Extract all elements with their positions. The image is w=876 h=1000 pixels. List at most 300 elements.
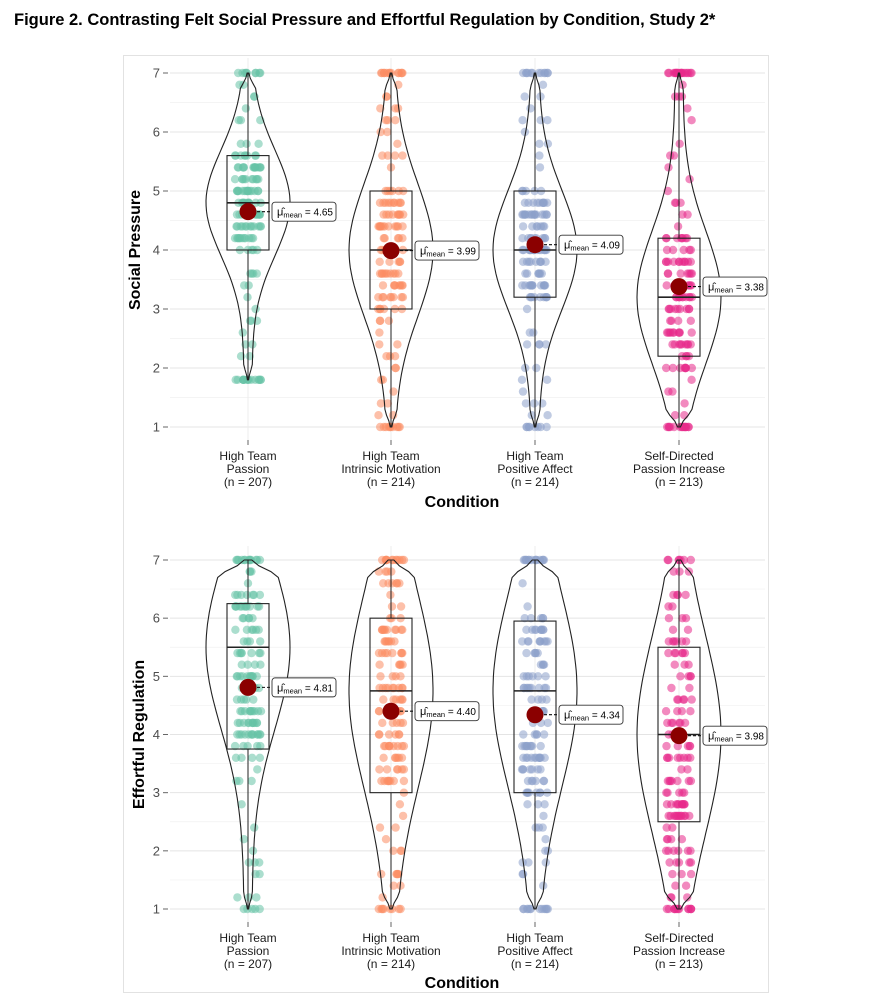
data-point <box>256 556 264 564</box>
data-point <box>375 340 383 348</box>
data-point <box>521 92 529 100</box>
x-category-n-label: (n = 213) <box>654 957 704 971</box>
y-tick-label: 2 <box>152 360 160 376</box>
mean-marker <box>671 278 688 295</box>
data-point <box>537 661 545 669</box>
data-point <box>664 269 672 277</box>
data-point <box>519 222 527 230</box>
data-point <box>398 151 406 159</box>
data-point <box>675 789 683 797</box>
y-tick-label: 1 <box>152 901 160 917</box>
data-point <box>237 754 245 762</box>
x-category-label-line2: Positive Affect <box>497 944 573 958</box>
data-point <box>675 328 683 336</box>
data-point <box>530 210 538 218</box>
data-point <box>687 258 695 266</box>
data-point <box>541 672 549 680</box>
data-point <box>231 175 239 183</box>
data-point <box>682 305 690 313</box>
data-point <box>521 199 529 207</box>
data-point <box>395 905 403 913</box>
data-point <box>670 649 678 657</box>
data-point <box>375 328 383 336</box>
data-point <box>391 281 399 289</box>
data-point <box>541 281 549 289</box>
x-category-label-line1: High Team <box>219 449 277 463</box>
mean-label: $\mû_{mean} = 3.99$ <box>420 245 476 259</box>
data-point <box>674 591 682 599</box>
data-point <box>669 719 677 727</box>
data-point <box>233 730 241 738</box>
data-point <box>396 719 404 727</box>
data-point <box>235 777 243 785</box>
data-point <box>688 695 696 703</box>
data-point <box>686 754 694 762</box>
data-point <box>522 649 530 657</box>
data-point <box>521 269 529 277</box>
data-point <box>676 364 684 372</box>
mean-marker <box>240 679 257 696</box>
data-point <box>391 823 399 831</box>
y-tick-label: 3 <box>152 785 160 801</box>
data-point <box>398 556 406 564</box>
data-point <box>390 637 398 645</box>
data-point <box>539 199 547 207</box>
data-point <box>378 293 386 301</box>
data-point <box>394 258 402 266</box>
data-point <box>680 411 688 419</box>
data-point <box>379 281 387 289</box>
data-point <box>391 364 399 372</box>
data-point <box>385 742 393 750</box>
data-point <box>536 258 544 266</box>
data-point <box>386 591 394 599</box>
data-point <box>682 882 690 890</box>
data-point <box>400 777 408 785</box>
data-point <box>233 893 241 901</box>
y-tick-label: 4 <box>152 727 160 742</box>
data-point <box>684 847 692 855</box>
mean-label: $\mû_{mean} = 4.40$ <box>420 706 476 720</box>
data-point <box>535 269 543 277</box>
data-point <box>523 305 531 313</box>
data-point <box>256 754 264 762</box>
data-point <box>385 730 393 738</box>
data-point <box>232 556 240 564</box>
data-point <box>518 116 526 124</box>
data-point <box>542 210 550 218</box>
data-point <box>523 340 531 348</box>
data-point <box>518 376 526 384</box>
data-point <box>392 695 400 703</box>
data-point <box>238 222 246 230</box>
data-point <box>391 116 399 124</box>
x-category-label-line1: Self-Directed <box>644 931 714 945</box>
data-point <box>236 719 244 727</box>
data-point <box>518 281 526 289</box>
data-point <box>674 847 682 855</box>
x-category-label-line1: High Team <box>506 931 564 945</box>
data-point <box>687 317 695 325</box>
data-point <box>537 423 545 431</box>
y-tick-label: 6 <box>152 610 160 626</box>
data-point <box>250 823 258 831</box>
data-point <box>251 305 259 313</box>
data-point <box>522 423 530 431</box>
data-point <box>388 649 396 657</box>
data-point <box>379 754 387 762</box>
data-point <box>393 340 401 348</box>
data-point <box>379 695 387 703</box>
data-point <box>397 649 405 657</box>
data-point <box>669 364 677 372</box>
data-point <box>518 579 526 587</box>
data-point <box>381 234 389 242</box>
data-point <box>377 905 385 913</box>
data-point <box>376 317 384 325</box>
data-point <box>240 695 248 703</box>
data-point <box>240 175 248 183</box>
data-point <box>379 626 387 634</box>
data-point <box>685 684 693 692</box>
data-point <box>244 661 252 669</box>
data-point <box>244 730 252 738</box>
x-category-label-line1: High Team <box>362 931 420 945</box>
data-point <box>675 258 683 266</box>
data-point <box>375 661 383 669</box>
data-point <box>671 882 679 890</box>
data-point <box>680 800 688 808</box>
data-point <box>537 742 545 750</box>
data-point <box>386 777 394 785</box>
data-point <box>392 579 400 587</box>
data-point <box>378 269 386 277</box>
data-point <box>378 893 386 901</box>
data-point <box>540 69 548 77</box>
data-point <box>397 293 405 301</box>
data-point <box>534 672 542 680</box>
data-point <box>394 765 402 773</box>
data-point <box>530 399 538 407</box>
data-point <box>683 104 691 112</box>
data-point <box>253 730 261 738</box>
x-axis-title: Condition <box>424 494 500 511</box>
data-point <box>251 905 259 913</box>
data-point <box>395 730 403 738</box>
data-point <box>529 328 537 336</box>
data-point <box>398 626 406 634</box>
data-point <box>244 187 252 195</box>
x-axis-title: Condition <box>424 975 500 992</box>
data-point <box>245 281 253 289</box>
y-axis-title: Effortful Regulation <box>131 659 148 810</box>
data-point <box>669 626 677 634</box>
data-point <box>522 399 530 407</box>
data-point <box>251 661 259 669</box>
data-point <box>686 742 694 750</box>
mean-label: $\mû_{mean} = 4.34$ <box>564 709 620 723</box>
data-point <box>688 328 696 336</box>
data-point <box>665 614 673 622</box>
data-point <box>389 847 397 855</box>
x-category-label-line2: Passion <box>226 944 270 958</box>
data-point <box>538 399 546 407</box>
data-point <box>383 765 391 773</box>
y-tick-label: 2 <box>152 843 160 859</box>
data-point <box>681 649 689 657</box>
data-point <box>396 800 404 808</box>
data-point <box>519 210 527 218</box>
data-point <box>398 754 406 762</box>
data-point <box>253 765 261 773</box>
data-point <box>681 719 689 727</box>
data-point <box>382 116 390 124</box>
data-point <box>394 222 402 230</box>
x-category-label-line2: Intrinsic Motivation <box>341 462 441 476</box>
data-point <box>252 893 260 901</box>
data-point <box>391 151 399 159</box>
x-category-label-line2: Passion Increase <box>632 462 726 476</box>
data-point <box>382 835 390 843</box>
data-point <box>380 637 388 645</box>
data-point <box>678 707 686 715</box>
data-point <box>677 765 685 773</box>
data-point <box>688 269 696 277</box>
data-point <box>687 69 695 77</box>
y-tick-label: 6 <box>152 124 160 140</box>
y-axis-title: Social Pressure <box>127 189 144 311</box>
data-point <box>375 765 383 773</box>
data-point <box>687 376 695 384</box>
data-point <box>256 649 264 657</box>
data-point <box>664 835 672 843</box>
data-point <box>687 281 695 289</box>
data-point <box>668 387 676 395</box>
data-point <box>391 269 399 277</box>
data-point <box>375 707 383 715</box>
y-tick-label: 4 <box>152 242 160 258</box>
data-point <box>235 116 243 124</box>
data-point <box>250 163 258 171</box>
y-tick-label: 1 <box>152 419 160 435</box>
x-category-label-line2: Positive Affect <box>497 462 573 476</box>
data-point <box>524 69 532 77</box>
x-category-label-line1: High Team <box>506 449 564 463</box>
x-category-n-label: (n = 214) <box>510 957 560 971</box>
data-point <box>236 234 244 242</box>
data-point <box>687 858 695 866</box>
data-point <box>247 777 255 785</box>
data-point <box>393 870 401 878</box>
data-point <box>687 905 695 913</box>
data-point <box>663 328 671 336</box>
data-point <box>382 92 390 100</box>
data-point <box>523 800 531 808</box>
data-point <box>677 269 685 277</box>
data-point <box>379 222 387 230</box>
data-point <box>536 765 544 773</box>
data-point <box>531 649 539 657</box>
data-point <box>239 614 247 622</box>
data-point <box>539 81 547 89</box>
data-point <box>255 858 263 866</box>
data-point <box>376 258 384 266</box>
x-category-n-label: (n = 213) <box>654 475 704 489</box>
data-point <box>666 151 674 159</box>
data-point <box>376 672 384 680</box>
data-point <box>674 222 682 230</box>
data-point <box>254 140 262 148</box>
y-tick-label: 7 <box>152 65 160 81</box>
data-point <box>519 258 527 266</box>
data-point <box>379 579 387 587</box>
data-point <box>234 69 242 77</box>
x-category-n-label: (n = 207) <box>223 475 273 489</box>
data-point <box>397 602 405 610</box>
data-point <box>674 305 682 313</box>
data-point <box>540 777 548 785</box>
data-point <box>389 293 397 301</box>
x-category-n-label: (n = 207) <box>223 957 273 971</box>
data-point <box>531 730 539 738</box>
data-point <box>248 175 256 183</box>
data-point <box>375 730 383 738</box>
data-point <box>389 719 397 727</box>
data-point <box>528 777 536 785</box>
data-point <box>520 672 528 680</box>
x-category-label-line1: High Team <box>219 931 277 945</box>
data-point <box>382 352 390 360</box>
data-point <box>676 672 684 680</box>
data-point <box>664 556 672 564</box>
data-point <box>383 567 391 575</box>
data-point <box>253 269 261 277</box>
x-category-n-label: (n = 214) <box>510 475 560 489</box>
data-point <box>239 163 247 171</box>
data-point <box>247 649 255 657</box>
data-point <box>377 777 385 785</box>
data-point <box>664 69 672 77</box>
data-point <box>541 835 549 843</box>
data-point <box>664 602 672 610</box>
data-point <box>663 281 671 289</box>
data-point <box>540 222 548 230</box>
data-point <box>536 163 544 171</box>
y-tick-label: 5 <box>152 668 160 684</box>
data-point <box>528 626 536 634</box>
mean-marker <box>383 242 400 259</box>
data-point <box>248 754 256 762</box>
data-point <box>526 104 534 112</box>
data-point <box>374 411 382 419</box>
data-point <box>239 376 247 384</box>
data-point <box>671 812 679 820</box>
data-point <box>519 870 527 878</box>
data-point <box>539 823 547 831</box>
data-point <box>249 719 257 727</box>
mean-marker <box>383 703 400 720</box>
data-point <box>247 234 255 242</box>
data-point <box>684 672 692 680</box>
data-point <box>543 116 551 124</box>
data-point <box>532 364 540 372</box>
data-point <box>679 695 687 703</box>
data-point <box>662 707 670 715</box>
data-point <box>544 905 552 913</box>
x-category-label-line2: Intrinsic Motivation <box>341 944 441 958</box>
data-point <box>243 637 251 645</box>
mean-marker <box>671 727 688 744</box>
data-point <box>390 199 398 207</box>
x-category-n-label: (n = 214) <box>366 957 416 971</box>
y-tick-label: 5 <box>152 183 160 199</box>
data-point <box>684 626 692 634</box>
data-point <box>662 742 670 750</box>
data-point <box>687 777 695 785</box>
data-point <box>250 591 258 599</box>
data-point <box>399 812 407 820</box>
data-point <box>389 387 397 395</box>
data-point <box>397 847 405 855</box>
data-point <box>254 187 262 195</box>
data-point <box>255 222 263 230</box>
data-point <box>682 340 690 348</box>
data-point <box>381 199 389 207</box>
data-point <box>395 210 403 218</box>
data-point <box>379 210 387 218</box>
data-point <box>541 754 549 762</box>
data-point <box>662 847 670 855</box>
data-point <box>385 317 393 325</box>
data-point <box>237 649 245 657</box>
data-point <box>532 754 540 762</box>
data-point <box>676 140 684 148</box>
x-category-label-line1: High Team <box>362 449 420 463</box>
data-point <box>528 742 536 750</box>
mean-marker <box>527 706 544 723</box>
data-point <box>247 222 255 230</box>
data-point <box>542 695 550 703</box>
data-point <box>519 387 527 395</box>
mean-label: $\mû_{mean} = 3.38$ <box>708 281 764 295</box>
data-point <box>543 637 551 645</box>
data-point <box>393 423 401 431</box>
data-point <box>246 317 254 325</box>
data-point <box>668 870 676 878</box>
data-point <box>666 317 674 325</box>
data-point <box>662 258 670 266</box>
data-point <box>669 246 677 254</box>
data-point <box>671 661 679 669</box>
data-point <box>393 140 401 148</box>
data-point <box>664 777 672 785</box>
data-point <box>685 423 693 431</box>
data-point <box>671 199 679 207</box>
data-point <box>242 140 250 148</box>
x-category-label-line2: Passion <box>226 462 270 476</box>
x-category-label-line1: Self-Directed <box>644 449 714 463</box>
data-point <box>681 591 689 599</box>
x-category-n-label: (n = 214) <box>366 475 416 489</box>
figure-title: Figure 2. Contrasting Felt Social Pressure and Effortful Regulation by Condition, Study 2* <box>14 11 716 29</box>
data-point <box>687 870 695 878</box>
data-point <box>535 140 543 148</box>
data-point <box>255 376 263 384</box>
data-point <box>663 789 671 797</box>
data-point <box>523 602 531 610</box>
data-point <box>538 556 546 564</box>
data-point <box>543 411 551 419</box>
